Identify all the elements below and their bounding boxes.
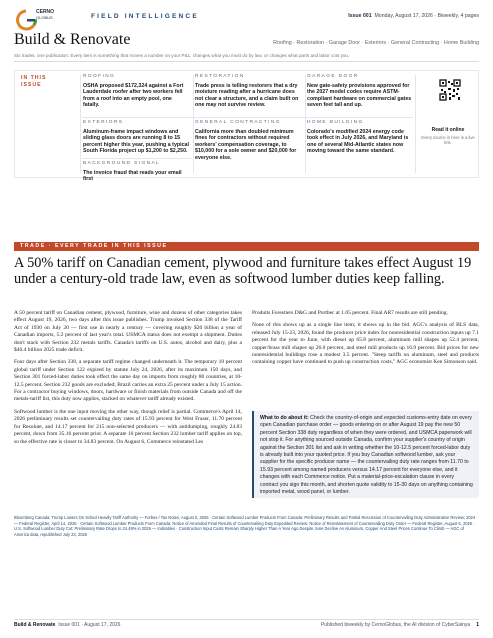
masthead bbox=[14, 8, 479, 32]
article-column-left bbox=[14, 310, 242, 451]
issue-item-label: GENERAL CONTRACTING bbox=[195, 120, 281, 125]
issue-item-label: BACKGROUND SIGNAL bbox=[83, 161, 161, 166]
footer-publisher: Published biweekly by CernoGlobus, the AI division of CyberSainya bbox=[320, 622, 471, 628]
issue-item-text: The invoice fraud that reads your email first bbox=[83, 169, 182, 182]
article-column-right bbox=[252, 310, 479, 372]
issue-item-general-contracting[interactable] bbox=[195, 120, 301, 161]
article-paragraph: Produits Forestiers D&G and Portbec at 1.05 percent. Final AR7 results are still pending. bbox=[252, 310, 448, 316]
issue-frequency: Biweekly, 4 pages bbox=[437, 13, 479, 19]
trade-nav: Roofing · Restoration · Garage Door · Exteriors · General Contracting · Home Building bbox=[273, 40, 479, 46]
issue-item-text: Trade press is telling restorers that a dry moisture reading after a hurricane does not clear a structure, and a claim built on one may not survive review. bbox=[195, 82, 299, 108]
article-paragraph: Softwood lumber is the one input moving the other way, though relief is partial. Commerce's April 14, 2026 preliminary results set countervailing duty rates of 15.93 percent for West Fraser, 11.70 percent for Resolute, and 14.17 percent for 215 non-selected producers — with antidumping, roughly 24.83 percent, down from 35.16 percent prior. A separate 10 percent Section 232 lumber tariff applies on top, so the effective rate is closer to 34.83 percent. On August 6, Commerce reinstated Les bbox=[14, 408, 242, 445]
article-headline: A 50% tariff on Canadian cement, plywood and furniture takes effect August 19 under a century-old trade law, even as softwood lumber duties keep falling. bbox=[14, 255, 472, 287]
issue-item-text: California more than doubled minimum fines for contractors without required workers' compensation coverage, to $10,000 for a sole owner and $20,000 for everyone else. bbox=[195, 128, 297, 161]
row-divider bbox=[82, 117, 413, 118]
footer-title: Build & Renovate bbox=[14, 622, 56, 628]
issue-item-text: Colorado's modified 2024 energy code took effect in July 2026, and Maryland is one of several Mid-Atlantic states now moving toward the same standard. bbox=[307, 128, 409, 154]
footer-divider bbox=[14, 619, 479, 620]
callout-label: What to do about it: bbox=[260, 415, 309, 421]
footer-meta: Issue 001 · August 17, 2026 bbox=[58, 622, 121, 628]
issue-item-garage-door[interactable] bbox=[307, 74, 412, 109]
issue-item-label: RESTORATION bbox=[195, 74, 245, 79]
issue-item-label: HOME BUILDING bbox=[307, 120, 364, 125]
issue-item-text: New gate-safety provisions approved for the 2027 model codes require ASTM-compliant hardware on commercial gates seven feet tall and up. bbox=[307, 82, 412, 108]
issue-item-home-building[interactable] bbox=[307, 120, 412, 155]
issue-item-text: OSHA proposed $172,324 against a Fort Lauderdale roofer after two workers fell from a roof into an empty pool, one fatally. bbox=[83, 82, 184, 108]
row-divider bbox=[82, 158, 192, 159]
in-this-issue-panel bbox=[14, 70, 479, 182]
sources-list[interactable]: Bloomberg Canada: Trump Lowers On Sched Heavily Tariff Authority — Forbes / Tax Notes, August 2, 2026 · Certain Softwood Lumber Products From Canada: Preliminary Results and Partial Rescission of Countervailing Duty Administrative Review; 2024 — Federal Register, April 14, 2026 · Certain Softwood Lumber Products From Canada: Notice of Amended Final Results of Countervailing Duty Expedited Review; Notice of Reinstatement of Countervailing Duty Order — Federal Register, August 6, 2026 · U.S. Softwood Lumber Duty Cut: Preliminary Rate Drops to 24.49% in 2026 — Indirables · Construction Input Costs Remain Sharply Higher Than A Year Ago Despite June Decline As Aluminum, Copper And Steel Prices Continue To Climb — AGC of America data, republished July 23, 2026 bbox=[14, 515, 476, 537]
article-paragraph: Four days after Section 338, a separate tariff regime changed underneath it. The temporary 10 percent global tariff under Section 122 expired by statute July 24, 2026, after its maximum 150 days, and Section 301 forced-labor duties took effect the same day on imports from roughly 80 countries, at 10-12.5 percent. Section 232 goods are excluded; Brazil carries an extra 25 percent under a July 15 action. For a contractor buying windows, doors, hardware or finish materials from outside Canada and off the metals-tariff list, this duty now applies, stacked on whatever tariff already existed. bbox=[14, 359, 242, 403]
article-paragraph: None of this shows up as a single line item; it shows up in the bid. AGC's analysis of BLS data, released July 15-23, 2026, found the producer price index for nonresidential construction inputs up 7.1 percent for the year to June, with diesel up 65.8 percent, aluminum mill shapes up 52.4 percent, copper/brass mill shapes up 26.0 percent, and steel mill products up 16.9 percent. Bid prices for new nonresidential buildings rose a modest 3.5 percent. "Steep tariffs on aluminum, steel and products containing copper have continued to push up construction costs," AGC economist Ken Simonson said. bbox=[252, 322, 479, 366]
footer-right bbox=[321, 622, 479, 628]
issue-meta: Issue 001 Monday, August 17, 2026 · Biweekly, 4 pages bbox=[348, 13, 479, 19]
page-number: 1 bbox=[476, 622, 479, 628]
footer-left bbox=[14, 622, 120, 628]
issue-item-restoration[interactable] bbox=[195, 74, 301, 109]
issue-item-roofing[interactable] bbox=[83, 74, 189, 109]
issue-number: Issue 001 bbox=[348, 13, 372, 19]
article-kicker: TRADE · EVERY TRADE IN THIS ISSUE bbox=[14, 242, 479, 251]
column-divider bbox=[80, 75, 81, 173]
issue-item-background-signal[interactable] bbox=[83, 161, 189, 183]
column-divider bbox=[415, 75, 416, 173]
publication-tagline: Six trades, one publication. Every item is something that moves a number on your P&L: changes what you must do by law, or changes what parts and labor cost you. bbox=[14, 53, 350, 58]
read-online-sublabel: Every source in here is a live link. bbox=[421, 135, 475, 145]
issue-item-text: Aluminum-frame impact windows and sliding glass doors are running 8 to 15 percent higher this year, pushing a typical South Florida project up $1,200 to $2,250. bbox=[83, 128, 189, 154]
read-online-label[interactable]: Read it online bbox=[431, 127, 465, 133]
issue-item-exteriors[interactable] bbox=[83, 120, 189, 155]
qr-code-icon[interactable] bbox=[439, 79, 461, 101]
section-label: FIELD INTELLIGENCE bbox=[91, 13, 199, 20]
header-divider bbox=[14, 61, 479, 62]
issue-item-label: ROOFING bbox=[83, 74, 116, 79]
in-this-issue-label: IN THIS ISSUE bbox=[21, 75, 47, 88]
logo-wordmark-bottom: GLOBUS bbox=[36, 15, 53, 20]
logo-wordmark-top: CERNO bbox=[36, 9, 55, 15]
issue-item-label: GARAGE DOOR bbox=[307, 74, 359, 79]
publication-title: Build & Renovate bbox=[14, 31, 131, 48]
issue-date: Monday, August 17, 2026 bbox=[374, 13, 433, 19]
column-divider bbox=[193, 75, 194, 173]
article-paragraph: A 50 percent tariff on Canadian cement, plywood, furniture, wine and dozens of other categories takes effect August 19, 2026, two days after this issue publishes. Trump invoked Section 338 of the Tariff Act of 1930 on July 20 — first use in nearly a century — covering roughly $20 billion a year of Canadian imports, 5.2 percent of last year's total. USMCA status does not exempt a shipment. Duties don't stack with Section 232 metals tariffs. Canada's tariffs on U.S. autos, alcohol and dairy, plus a $46.4 billion 2025 trade deficit. bbox=[14, 310, 242, 354]
what-to-do-callout bbox=[252, 411, 479, 498]
callout-text: Check the country-of-origin and expected customs-entry date on every open Canadian purchase order — goods entering on or after August 19 pay the new 50 percent Section 338 duty regardless of when they were ordered, and USMCA paperwork will not stop it. For anything sourced outside Canada, confirm your supplier's country of origin against the Section 301 list and ask in writing whether the 10-12.5 percent forced-labor duty is already built into your quoted price. If you buy Canadian softwood lumber, ask your supplier for the specific producer name — the countervailing duty rate ranges from 11.70 to 15.93 percent among named producers versus 14.17 percent for everyone else, and it changes with each Commerce notice. Put a material-price-escalation clause in every contract you sign this month, and shorten quote validity to 15-30 days on anything containing imported metal, wood panel, or lumber. bbox=[260, 415, 473, 496]
issue-item-label: EXTERIORS bbox=[83, 120, 124, 125]
column-divider bbox=[305, 75, 306, 173]
